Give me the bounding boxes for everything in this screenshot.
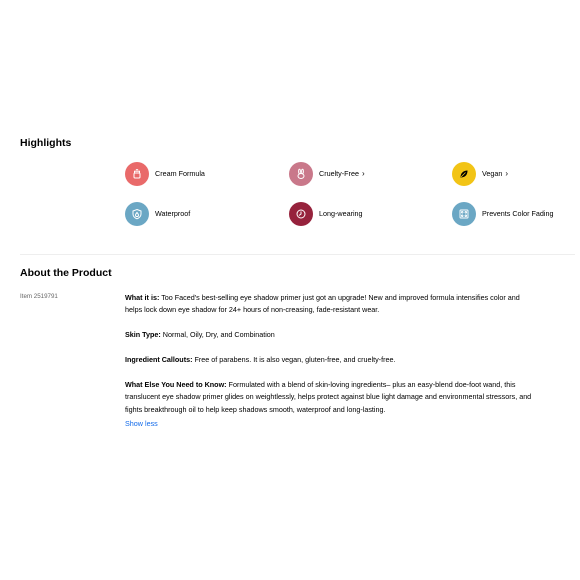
jar-icon [125, 162, 149, 186]
highlight-label: Cruelty-Free [319, 169, 359, 178]
ingredient-callouts-paragraph [125, 354, 535, 366]
highlight-waterproof [125, 202, 190, 226]
bunny-icon [289, 162, 313, 186]
chevron-right-icon: › [361, 169, 365, 178]
highlight-label: Cream Formula [155, 169, 205, 178]
clock-icon [289, 202, 313, 226]
about-product-title: About the Product [20, 267, 112, 279]
skin-type-paragraph [125, 329, 535, 341]
show-less-link[interactable]: Show less [125, 419, 158, 429]
ingredient-callouts-label: Ingredient Callouts: [125, 355, 193, 364]
product-description [125, 292, 535, 430]
skin-type-text: Normal, Oily, Dry, and Combination [160, 330, 275, 340]
highlight-cruelty-free[interactable] [289, 162, 365, 186]
highlight-vegan[interactable] [452, 162, 508, 186]
item-number: Item 2519791 [20, 293, 58, 300]
shield-drop-icon [125, 202, 149, 226]
ingredient-callouts-text: Free of parabens. It is also vegan, gluten-free, and cruelty-free. [192, 355, 396, 364]
what-else-text: Formulated with a blend of skin-loving ingredients– plus an easy-blend doe-foot wand, this translucent eye shadow primer glides on weightlessly, helps protect against blue light damage and environmental stressors, and fights breakthrough oil to help keep shadows smooth, waterproof and long-lasting. [125, 379, 532, 414]
highlight-cream-formula [125, 162, 205, 186]
what-else-label: What Else You Need to Know: [125, 379, 227, 389]
palette-icon [452, 202, 476, 226]
highlight-label: Waterproof [155, 209, 191, 218]
highlight-label: Prevents Color Fading [482, 209, 554, 218]
what-else-paragraph [125, 379, 535, 416]
highlight-label: Long-wearing [319, 209, 363, 218]
what-it-is-text: Too Faced's best-selling eye shadow primer just got an upgrade! New and improved formula intensifies color and helps lock down eye shadow for 24+ hours of non-creasing, fade-resistant wear. [125, 293, 520, 315]
chevron-right-icon: › [505, 169, 509, 178]
highlights-title: Highlights [20, 137, 72, 149]
highlight-prevents-color-fading [452, 202, 554, 226]
highlight-label: Vegan [482, 169, 503, 178]
highlight-long-wearing [289, 202, 363, 226]
what-it-is-paragraph [125, 292, 535, 317]
section-divider [20, 254, 575, 255]
leaf-icon [452, 162, 476, 186]
skin-type-label: Skin Type: [125, 330, 161, 340]
what-it-is-label: What it is: [125, 293, 160, 302]
